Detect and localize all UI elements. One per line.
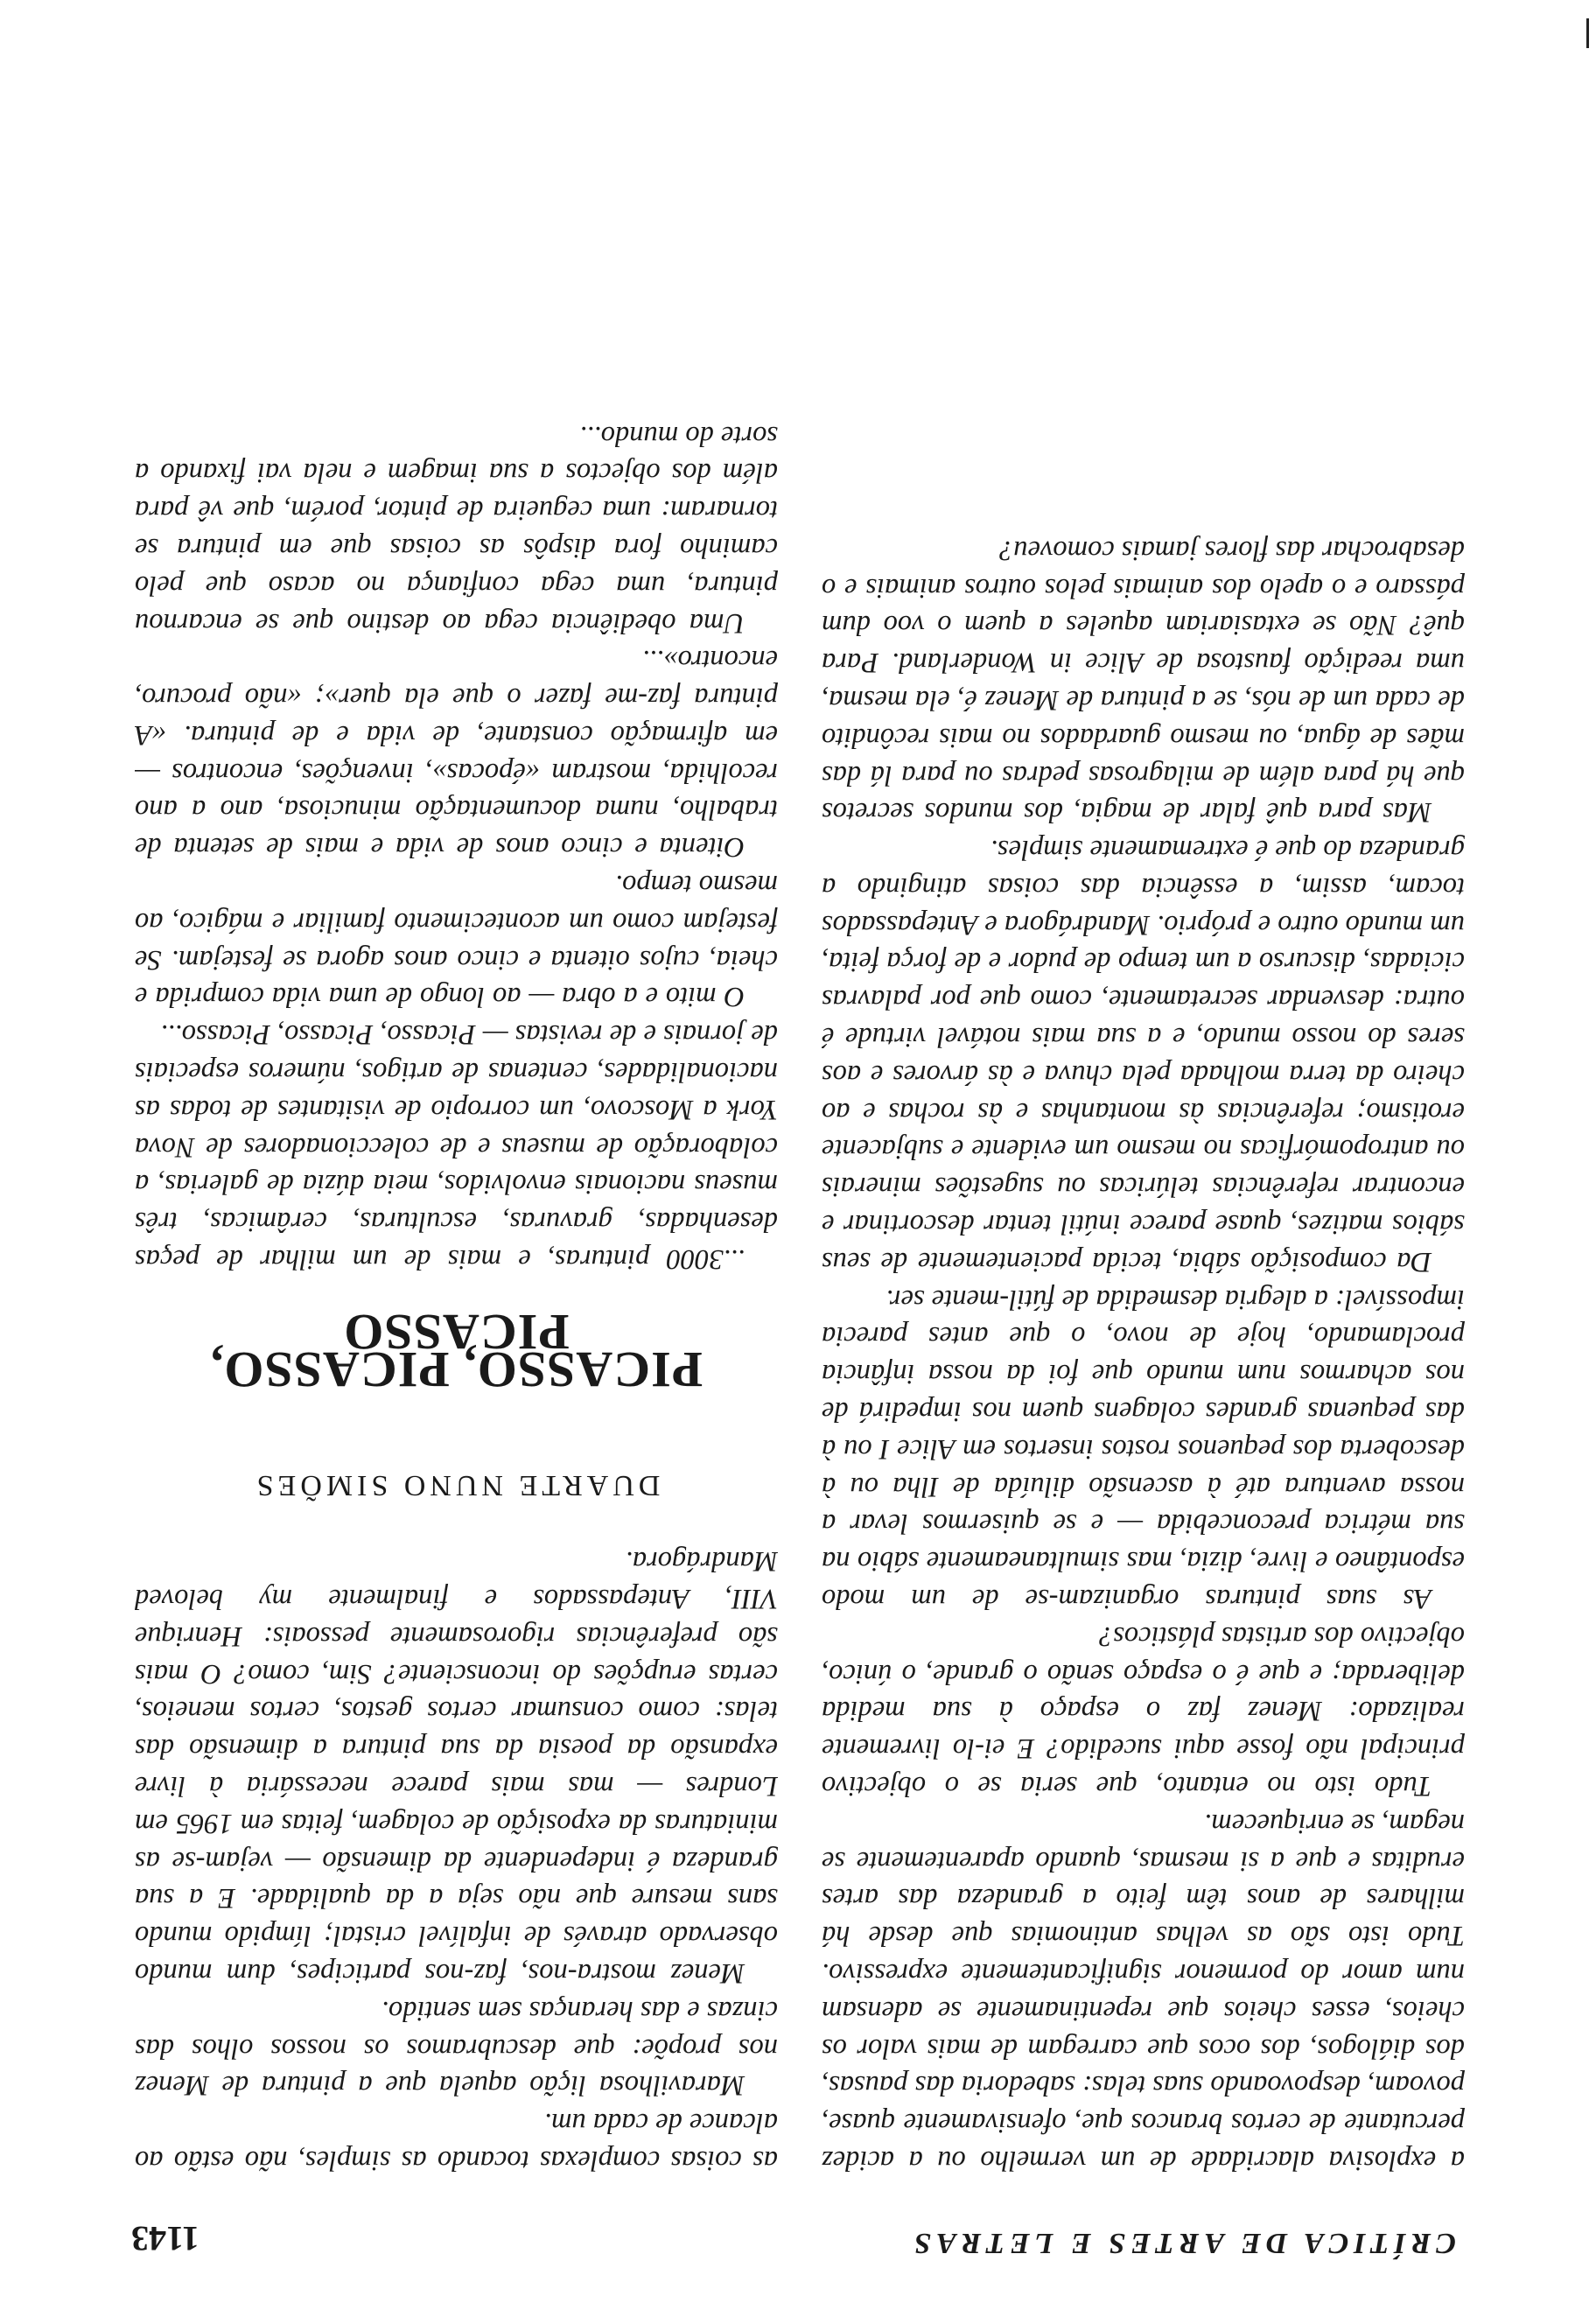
article-title: PICASSO, PICASSO, PICASSO xyxy=(209,1303,704,1398)
paragraph: ...3000 pinturas, e mais de um milhar de peças desenhadas, gravuras, esculturas, cerâmicas, três museus nacionais envolvidos, meia dúzia de galerias, a colaboração de museus e de coleccionadores de Nova York a Moscovo, um corropio de visitantes de todas as nacionalidades, centenas de artigos, números especiais de jornais e de revistas — Picasso, Picasso, Picasso... xyxy=(135,1018,778,1276)
article-header xyxy=(135,1303,778,1503)
running-header xyxy=(131,2214,1456,2259)
running-title: CRÍTICA DE ARTES E LETRAS xyxy=(909,2227,1456,2259)
left-column xyxy=(822,79,1465,2179)
paragraph: Tudo isto no entanto, que seria se o objectivo principal não fosse aqui sucedido? E ei-lo livremente realizado: Menez faz o espaço à sua medida deliberada; e que é o espaço senão o grande, o único, objectivo dos artistas plásticos? xyxy=(822,1620,1465,1802)
scan-edge-mark xyxy=(1586,18,1589,48)
paragraph: O mito e a obra — ao longo de uma vida comprida e cheia, cujos oitenta e cinco anos agora se festejam. Se festejam como um acontecimento familiar e mágico, ao mesmo tempo. xyxy=(135,869,778,1013)
right-column xyxy=(135,79,778,2179)
paragraph: Uma obediência cega ao destino que se encarnou pintura, uma cega confiança no acaso que pelo caminho fora dispôs as coisas que em pintura se tornaram: uma cegueira de pintor, porém, que vê para além dos objectos a sua imagem e nela vai fixando a sorte do mundo... xyxy=(135,419,778,639)
page-number: 1143 xyxy=(131,2219,200,2258)
paragraph: a explosiva alacridade de um vermelho ou a acidez percutante de certos brancos que, ofensivamente quase, povoam, despovoando suas telas: sabedoria das pausas, dos diálogos, dos ocos que carregam de mais valor os cheios, esses cheios que repentinamente se adensam num amor do pormenor significantemente expressivo. Tudo isto são as velhas antinomias que desde há milhares de anos têm feito a grandeza das artes eruditas e que a si mesmas, quando aparentemente se negam, se enriquecem. xyxy=(822,1807,1465,2176)
paragraph: Oitenta e cinco anos de vida e mais de setenta de trabalho, numa documentação minuciosa, ano a ano recolhida, mostram «épocas», invenções, encontros — em afirmação constante, de vida e de pintura. «A pintura faz-me fazer o que ela quer»; «não procuro, encontro»... xyxy=(135,644,778,864)
author-name: DUARTE NUNO SIMÕES xyxy=(252,1469,661,1502)
paragraph: Maravilhosa lição aquela que a pintura de Menez nos propõe: que descubramos os nossos olhos das cinzas e das heranças sem sentido. xyxy=(135,1994,778,2102)
paragraph: Mas para quê falar de magia, dos mundos secretos que há para além de milagrosas pedras ou para lá das mães de água, ou mesmo guardados no mais recôndito de cada um de nós, se a pintura de Menez é, ela mesma, uma reedição faustosa de Alice in Wonderland. Para quê? Não se extasiariam aqueles a quem o voo dum pássaro e o apelo dos animais pelos outros animais e o desabrochar das flores jamais comoveu? xyxy=(822,534,1465,829)
paragraph: Menez mostra-nos, faz-nos participes, dum mundo observado através de infalível cristal; límpido mundo sans mesure que não seja a da qualidade. E a sua grandeza é independente da dimensão — vejam-se as miniaturas da exposição de colagem, feitas em 1965 em Londres — mas mais parece necessária à livre expansão da poesia da sua pintura a dimensão das telas: como consumar certos gestos, certos meneios, certas erupções do inconsciente? Sim, como? O mais são preferências rigorosamente pessoais: Henrique VIII, Antepassados e finalmente my beloved Mandrágora. xyxy=(135,1545,778,1990)
paragraph: As suas pinturas organizam-se de um modo espontâneo e livre, dizia, mas simultaneamente sábio na sua métrica preconcebida — e se quisermos levar a nossa aventura até à ascensão diluída de Ilha ou à descoberta dos pequenos rostos insertos em Alice I ou à das pequenas grandes colagens quem nos impedirá de nos acharmos num mundo que foi da nossa infância proclamando, hoje de novo, o que antes parecia impossível: a alegria desmedida de fútil-mente ser. xyxy=(822,1283,1465,1615)
paragraph: as coisas complexas tocando as simples, não estão ao alcance de cada um. xyxy=(135,2107,778,2176)
paragraph: Da composição sábia, tecida pacientemente de seus sábios matizes, quase parece inútil tentar descortinar e encontrar referências telúricas ou sugestões minerais ou antropomórficas no mesmo um evidente e subjacente erotismo; referências às montanhas e às rochas e ao cheiro da terra molhada pela chuva e às árvores e aos seres do nosso mundo, e a sua mais notável virtude é outra: desvendar secretamente, como que por palavras ciciadas, discurso a um tempo de pudor e de força feita, um mundo outro e próprio. Mandrágora e Antepassados tocam, assim, a essência das coisas atingindo a grandeza do que é extremamente simples. xyxy=(822,834,1465,1278)
